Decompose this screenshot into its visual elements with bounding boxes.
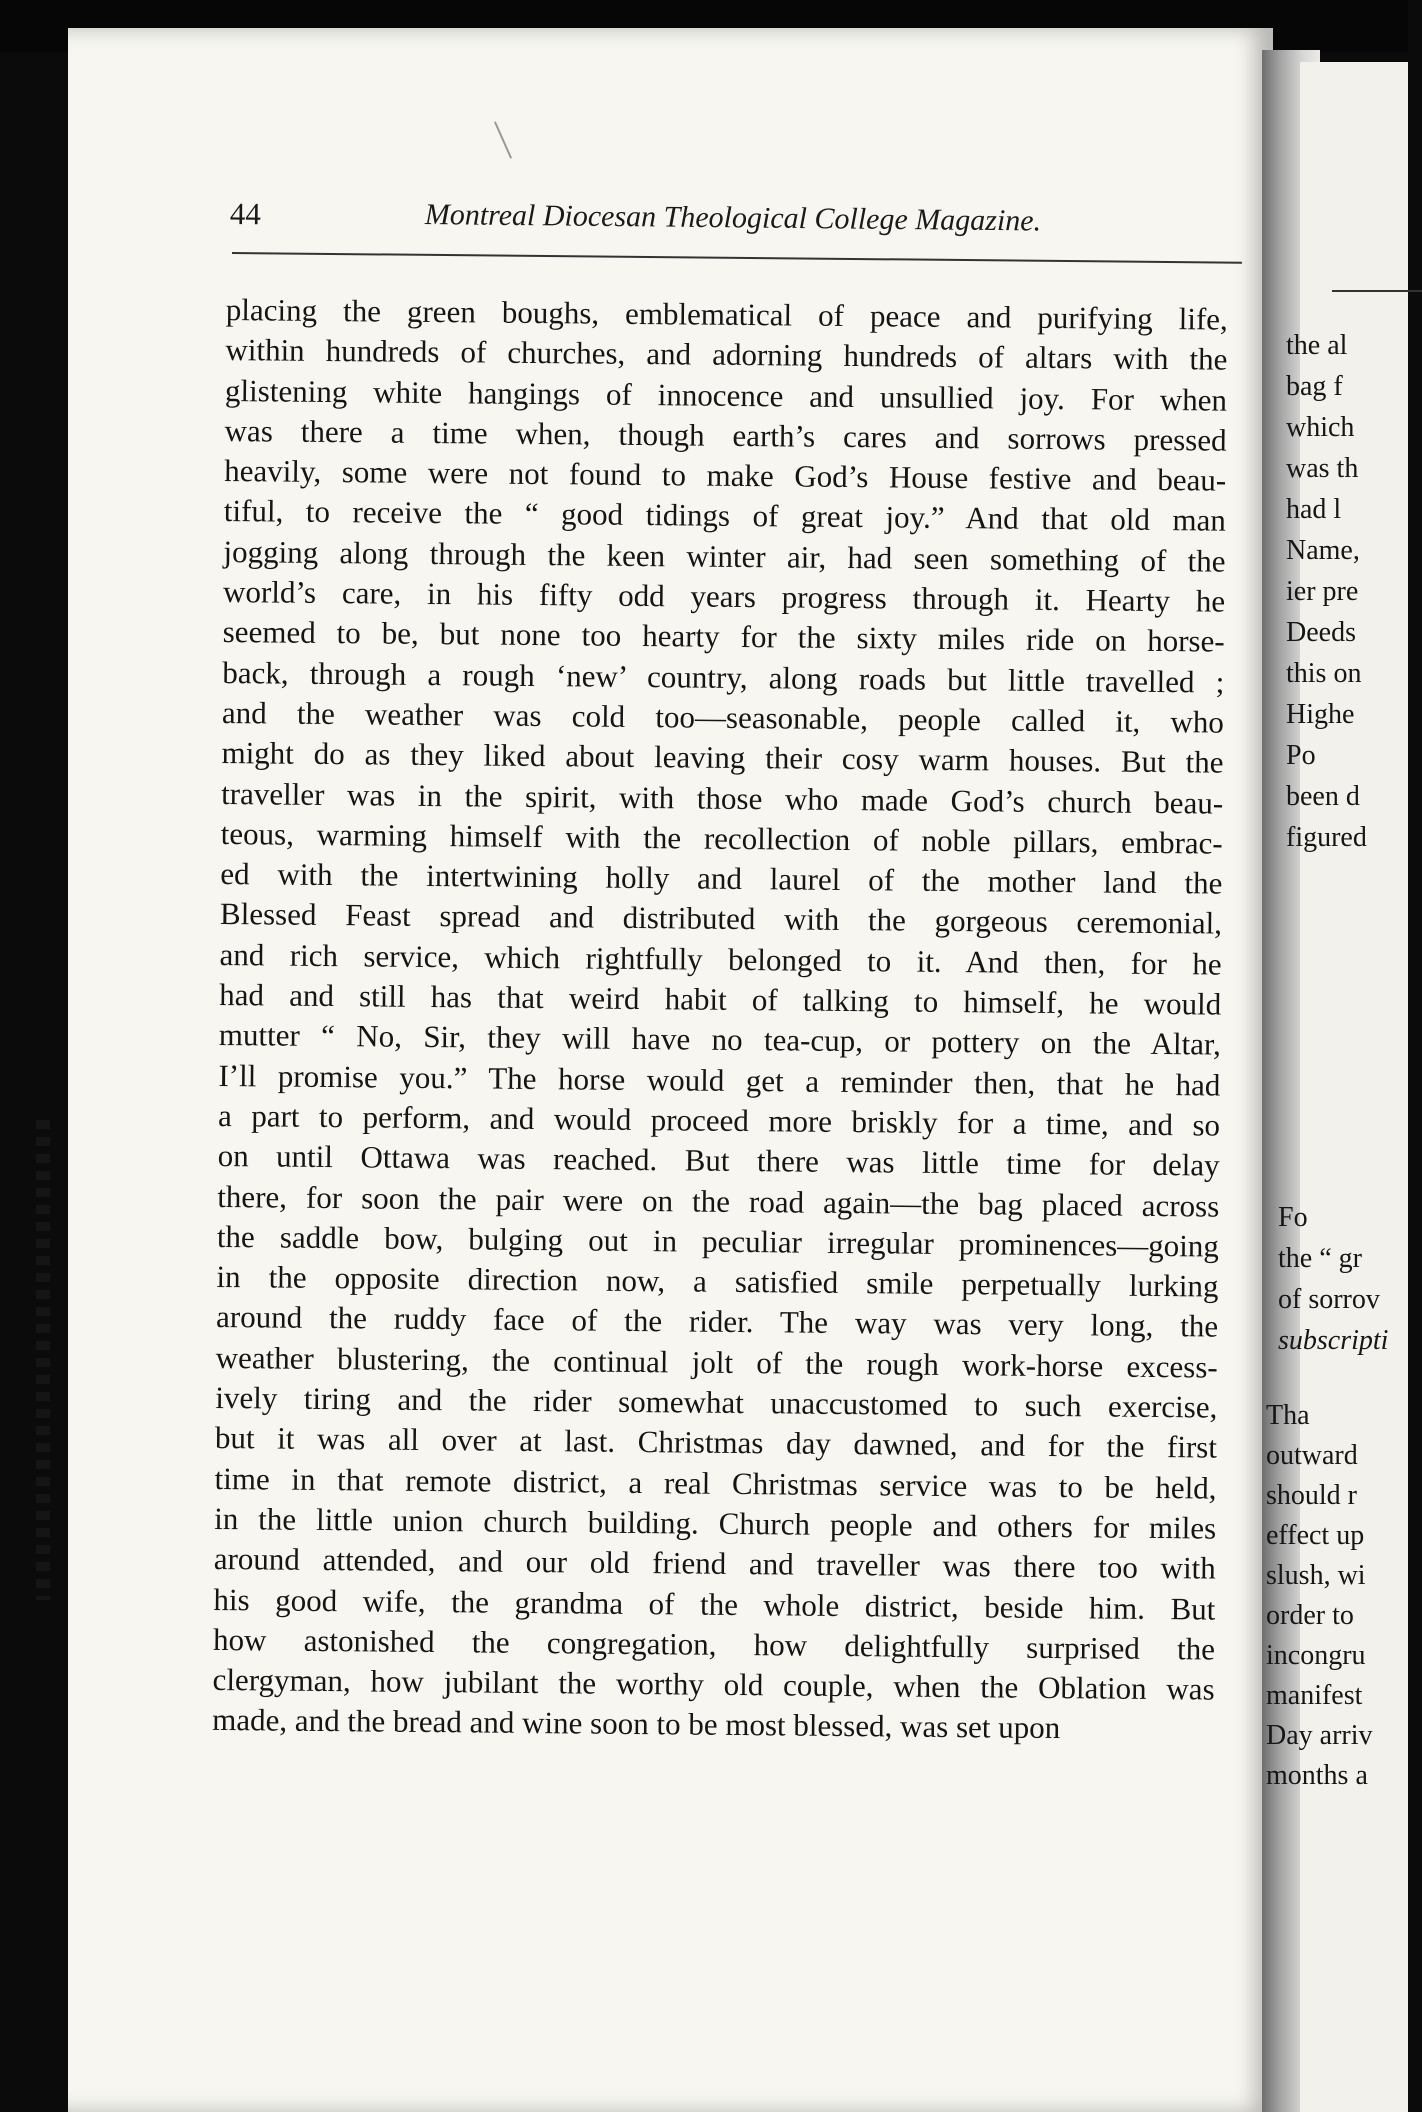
body-line: clergyman, how jubilant the worthy old couple, when the Oblation was <box>212 1662 1215 1707</box>
body-line: teous, warming himself with the recollection of noble pillars, embrac- <box>220 815 1223 861</box>
body-line: ively tiring and the rider somewhat unaccustomed to such exercise, <box>215 1379 1218 1425</box>
body-line: made, and the bread and wine soon to be most blessed, was set upon <box>212 1702 1061 1746</box>
facing-text-fragment: bag f <box>1286 371 1343 402</box>
facing-text-fragment: Name, <box>1286 535 1360 566</box>
facing-text-fragment: this on <box>1286 658 1362 689</box>
facing-text-fragment: subscripti <box>1278 1325 1389 1356</box>
facing-text-fragment: Fo <box>1278 1202 1308 1233</box>
body-line: might do as they liked about leaving their cosy warm houses. But the <box>221 735 1224 780</box>
facing-text-fragment: been d <box>1286 781 1360 812</box>
body-line: world’s care, in his fifty odd years progress through it. Hearty he <box>222 574 1226 619</box>
body-line: back, through a rough ‘new’ country, along roads but little travelled ; <box>222 654 1225 700</box>
body-line: on until Ottawa was reached. But there was little time for delay <box>217 1138 1220 1183</box>
body-line: time in that remote district, a real Christmas service was to be held, <box>214 1460 1217 1506</box>
facing-text-fragment: of sorrov <box>1278 1284 1380 1315</box>
facing-text-fragment: Deeds <box>1286 617 1356 648</box>
facing-text-fragment: the “ gr <box>1278 1243 1362 1274</box>
facing-text-fragment: the al <box>1286 330 1348 361</box>
facing-text-fragment: order to <box>1266 1600 1354 1631</box>
body-line: placing the green boughs, emblematical of peace and purifying life, <box>225 291 1228 337</box>
facing-text-fragment: months a <box>1266 1760 1368 1791</box>
body-line: in the opposite direction now, a satisfied smile perpetually lurking <box>216 1259 1219 1304</box>
facing-text-fragment: slush, wi <box>1266 1560 1366 1591</box>
body-line: within hundreds of churches, and adorning hundreds of altars with the <box>225 332 1228 377</box>
body-line: around the ruddy face of the rider. The way was very long, the <box>215 1299 1219 1344</box>
body-line: there, for soon the pair were on the road again—the bag placed across <box>217 1178 1220 1224</box>
page-number: 44 <box>229 196 261 232</box>
body-line: tiful, to receive the “ good tidings of great joy.” And that old man <box>223 493 1227 539</box>
body-line: jogging along through the keen winter air, had seen something of the <box>223 533 1226 579</box>
page-header <box>229 196 1069 255</box>
facing-text-fragment: had l <box>1286 494 1342 525</box>
body-line: mutter “ No, Sir, they will have no tea-cup, or pottery on the Altar, <box>218 1017 1221 1062</box>
facing-text-fragment: Day arriv <box>1266 1720 1373 1751</box>
body-line: how astonished the congregation, how delightfully surprised the <box>212 1621 1216 1667</box>
facing-text-fragment: effect up <box>1266 1520 1365 1551</box>
body-line: glistening white hangings of innocence and unsullied joy. For when <box>224 372 1228 418</box>
facing-header-rule <box>1332 290 1422 292</box>
facing-text-fragment: ier pre <box>1286 576 1359 607</box>
body-line: in the little union church building. Church people and others for miles <box>214 1500 1217 1546</box>
facing-text-fragment: incongru <box>1266 1640 1366 1671</box>
body-line: was there a time when, though earth’s cares and sorrows pressed <box>224 412 1227 458</box>
body-line: had and still has that weird habit of talking to himself, he would <box>219 977 1222 1022</box>
body-line: traveller was in the spirit, with those who made God’s church beau- <box>221 775 1224 821</box>
facing-text-fragment: outward <box>1266 1440 1358 1471</box>
facing-text-fragment: Tha <box>1266 1400 1310 1431</box>
body-text <box>212 290 1228 1750</box>
body-line: ed with the intertwining holly and laurel of the mother land the <box>220 856 1223 901</box>
body-line: Blessed Feast spread and distributed with the gorgeous ceremonial, <box>219 896 1223 942</box>
body-line: but it was all over at last. Christmas day dawned, and for the first <box>214 1420 1218 1465</box>
facing-text-fragment: should r <box>1266 1480 1357 1511</box>
facing-text-fragment: which <box>1286 412 1355 443</box>
facing-text-fragment: manifest <box>1266 1680 1363 1711</box>
facing-text-fragment: Po <box>1286 740 1316 771</box>
body-line: heavily, some were not found to make God’s House festive and beau- <box>224 453 1227 498</box>
body-line: his good wife, the grandma of the whole district, beside him. But <box>213 1581 1216 1627</box>
body-line: and rich service, which rightfully belonged to it. And then, for he <box>219 936 1222 982</box>
body-line: and the weather was cold too—seasonable, people called it, who <box>221 694 1225 740</box>
facing-text-fragment: was th <box>1286 453 1359 484</box>
body-line: around attended, and our old friend and traveller was there too with <box>213 1541 1216 1586</box>
facing-page <box>1266 62 1408 2112</box>
body-line: a part to perform, and would proceed more briskly for a time, and so <box>217 1097 1221 1143</box>
running-title: Montreal Diocesan Theological College Magazine. <box>424 198 1042 238</box>
body-line: weather blustering, the continual jolt of the rough work-horse excess- <box>215 1339 1218 1385</box>
body-line: seemed to be, but none too hearty for the sixty miles ride on horse- <box>222 614 1225 659</box>
facing-text-fragment: figured <box>1286 822 1367 853</box>
body-line: I’ll promise you.” The horse would get a reminder then, that he had <box>218 1057 1221 1103</box>
facing-text-fragment: Highe <box>1286 699 1355 730</box>
scan-edge-marks <box>36 1120 50 1600</box>
body-line: the saddle bow, bulging out in peculiar irregular prominences—going <box>216 1218 1220 1264</box>
